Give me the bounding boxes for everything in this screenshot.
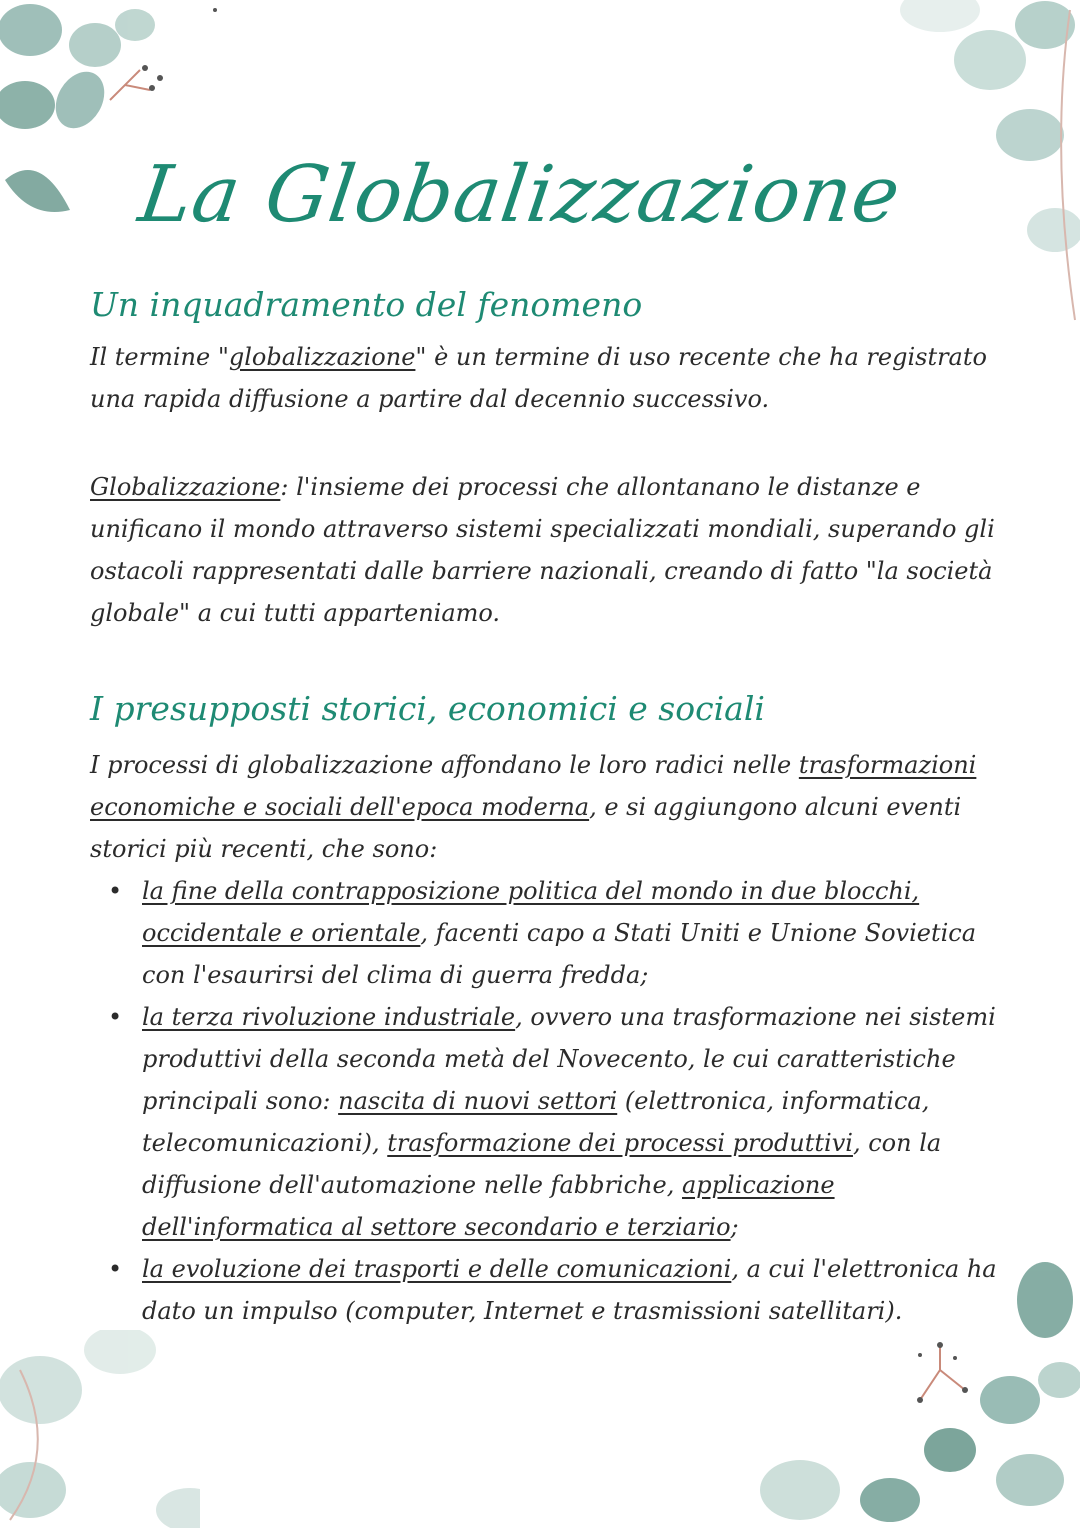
eucalyptus-leaves-bottom-left-icon xyxy=(0,1330,200,1528)
term-globalizzazione: globalizzazione xyxy=(228,343,416,371)
definition-term: Globalizzazione xyxy=(90,473,281,501)
list-item: • la terza rivoluzione industriale, ovvero una trasformazione nei sistemi produttivi della seconda metà del Novecento, le cui caratteristiche principali sono: nascita di nuovi settori (elettronica, informatica, telecomunicazioni), trasformazione dei processi produttivi, con la diffusione dell'automazione nelle fabbriche, applicazione dell'informatica al settore secondario e terziario; xyxy=(142,996,1020,1248)
presupposti-intro-paragraph: I processi di globalizzazione affondano le loro radici nelle trasformazioni economiche e sociali dell'epoca moderna, e si aggiungono alcuni eventi storici più recenti, che sono: xyxy=(90,751,977,863)
page-title: La Globalizzazione xyxy=(133,150,907,240)
list-item: • la fine della contrapposizione politica del mondo in due blocchi, occidentale e orientale, facenti capo a Stati Uniti e Unione Sovietica con l'esaurirsi del clima di guerra fredda; xyxy=(142,870,1020,996)
intro-paragraph: Il termine "globalizzazione" è un termine di uso recente che ha registrato una rapida diffusione a partire dal decennio successivo. xyxy=(90,343,987,413)
definition-paragraph: Globalizzazione: l'insieme dei processi che allontanano le distanze e unificano il mondo attraverso sistemi specializzati mondiali, superando gli ostacoli rappresentati dalle barriere nazionali, creando di fatto "la società globale" a cui tutti apparteniamo. xyxy=(90,473,995,627)
section-heading-inquadramento: Un inquadramento del fenomeno xyxy=(90,285,643,324)
list-item: • la evoluzione dei trasporti e delle comunicazioni, a cui l'elettronica ha dato un impulso (computer, Internet e trasmissioni satellitari). xyxy=(142,1248,1020,1332)
presupposti-list xyxy=(90,870,1020,1332)
section-heading-presupposti: I presupposti storici, economici e sociali xyxy=(90,689,765,728)
document-body xyxy=(90,282,1020,1332)
